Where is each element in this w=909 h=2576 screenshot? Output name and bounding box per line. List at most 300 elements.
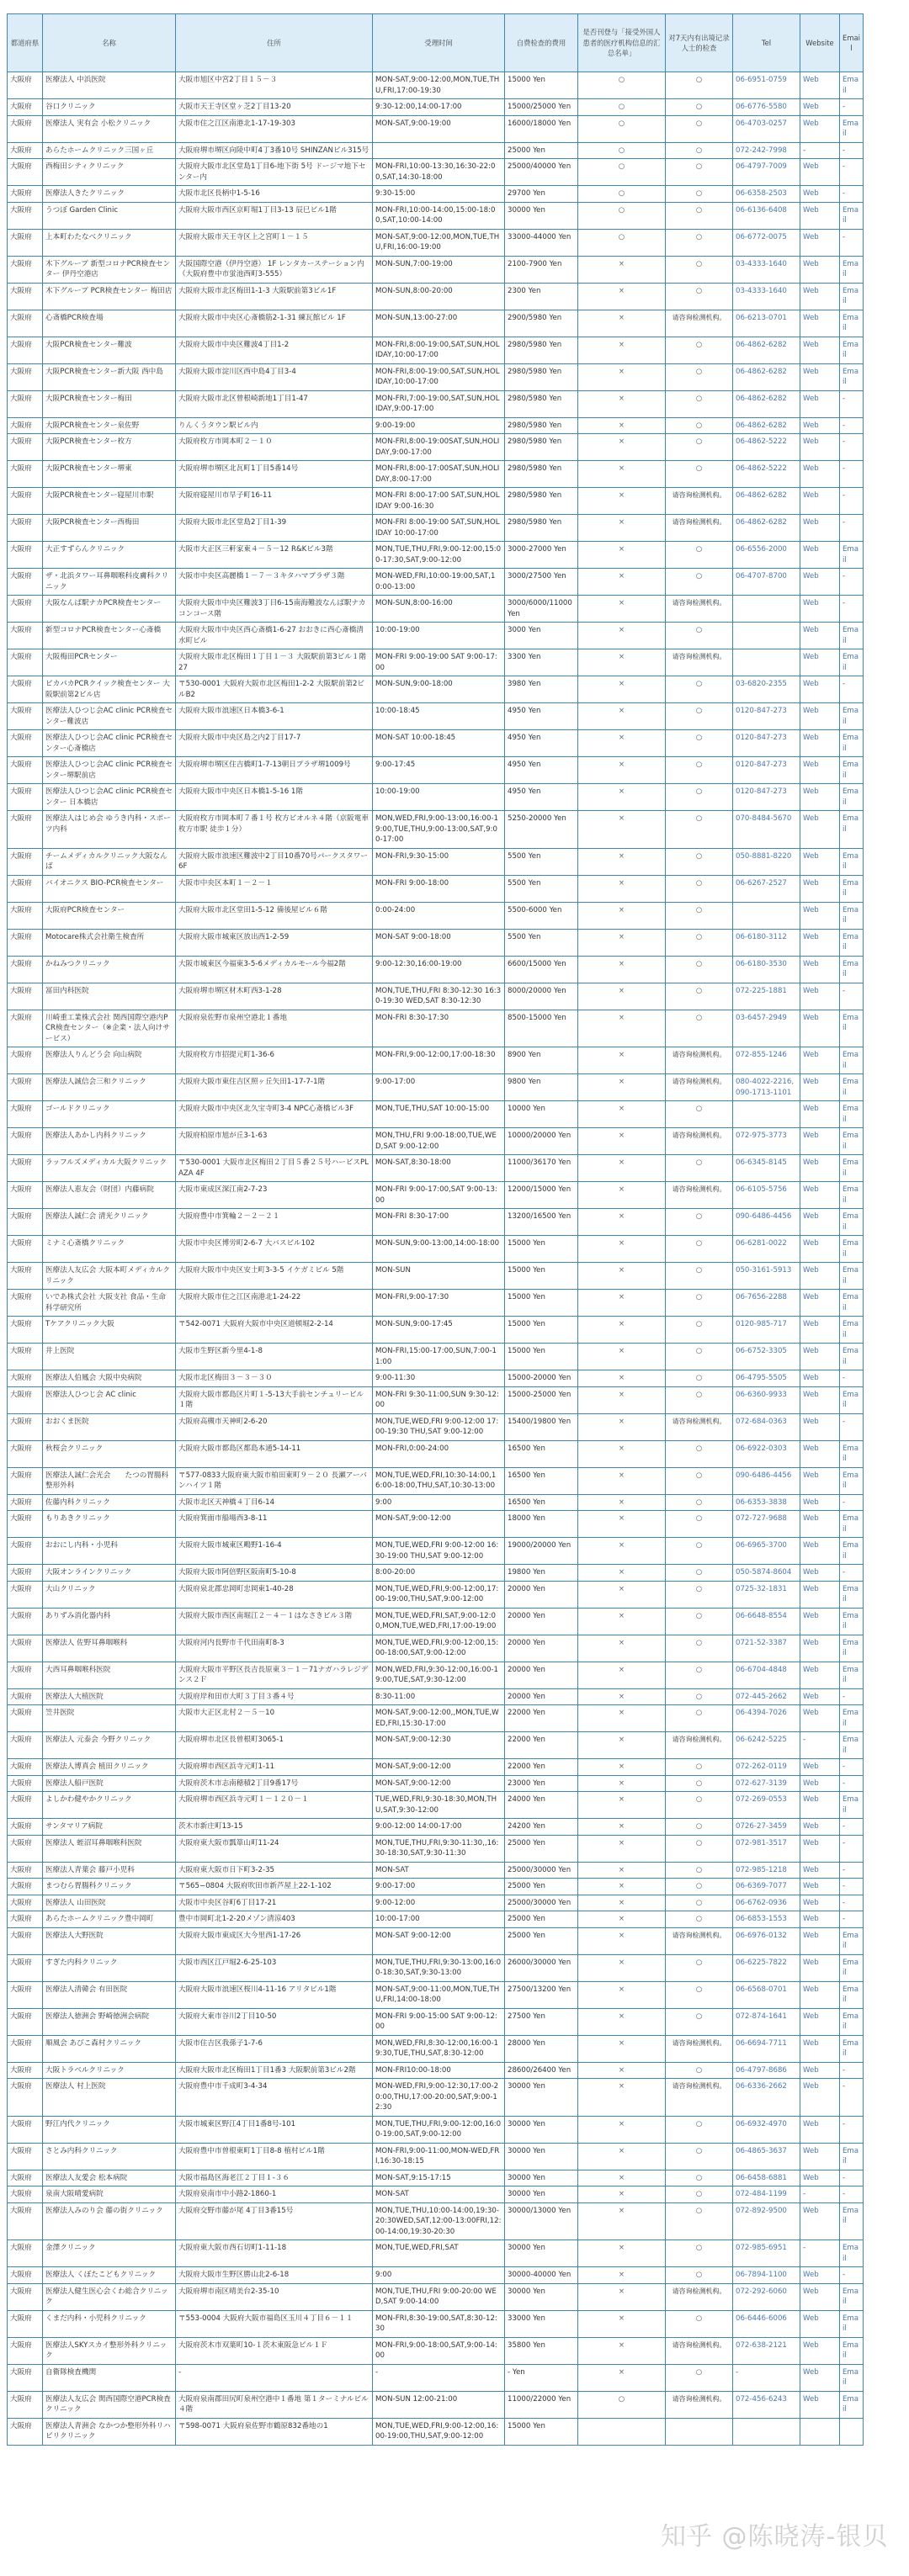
email-link[interactable]: Email	[840, 1608, 864, 1635]
website-link[interactable]: Web	[800, 1688, 840, 1705]
email-link[interactable]: Email	[840, 2337, 864, 2364]
cell-listed: ○	[578, 229, 666, 256]
website-link[interactable]: Web	[800, 1565, 840, 1582]
website-link[interactable]: Web	[800, 2170, 840, 2186]
tel-link[interactable]: 06-4862-6282	[733, 515, 800, 542]
email-link[interactable]: Email	[840, 72, 864, 99]
email-link[interactable]: Email	[840, 283, 864, 310]
tel-link[interactable]: 06-4797-7009	[733, 159, 800, 186]
cell-fee: 15000 Yen	[505, 1236, 578, 1263]
email-link[interactable]: Email	[840, 2391, 864, 2418]
tel-link[interactable]: 090-6486-4456	[733, 1209, 800, 1236]
website-link[interactable]: Web	[800, 1370, 840, 1387]
cell-fee: 20000 Yen	[505, 1688, 578, 1705]
email-link[interactable]: Email	[840, 1440, 864, 1467]
tel-link[interactable]: 0120-847-273	[733, 784, 800, 811]
tel-link[interactable]: 06-4795-5505	[733, 1370, 800, 1387]
cell-name: 井上医院	[43, 1344, 176, 1370]
website-link[interactable]: Web	[800, 784, 840, 811]
cell-listed: ×	[578, 1581, 666, 1608]
tel-link[interactable]: 072-985-1218	[733, 1862, 800, 1879]
cell-prefecture: 大阪府	[8, 2202, 43, 2240]
tel-link[interactable]: 072-269-0553	[733, 1792, 800, 1819]
website-link[interactable]: Web	[800, 461, 840, 488]
website-link[interactable]: Web	[800, 1494, 840, 1511]
tel-link[interactable]: 06-6556-2000	[733, 542, 800, 569]
tel-link[interactable]: 03-6457-2949	[733, 1010, 800, 1047]
website-link[interactable]: Web	[800, 1317, 840, 1344]
table-row	[8, 1182, 864, 1209]
cell-fee: 25000 Yen	[505, 1911, 578, 1928]
website-link[interactable]: Web	[800, 1386, 840, 1413]
cell-hours: MON-SAT,9:15-17:15	[373, 2170, 505, 2186]
cell-name: 大阪梅田PCRセンター	[43, 649, 176, 676]
cell-listed: ×	[578, 2267, 666, 2284]
table-row	[8, 676, 864, 703]
tel-link[interactable]: 072-445-2662	[733, 1688, 800, 1705]
email-link[interactable]: Email	[840, 1386, 864, 1413]
email-link[interactable]: Email	[840, 337, 864, 363]
email-link[interactable]: Email	[840, 1209, 864, 1236]
website-link[interactable]: Web	[800, 1263, 840, 1290]
email-link[interactable]: Email	[840, 2143, 864, 2170]
website-link[interactable]: Web	[800, 256, 840, 283]
email-link[interactable]: Email	[840, 811, 864, 849]
website-link[interactable]: Web	[800, 434, 840, 461]
website-link[interactable]: Web	[800, 2079, 840, 2117]
tel-link[interactable]: 072-484-1199	[733, 2186, 800, 2203]
website-link[interactable]: Web	[800, 1128, 840, 1155]
table-row	[8, 159, 864, 186]
tel-link[interactable]: 06-6345-8145	[733, 1155, 800, 1182]
cell-address: 大阪府大阪市西区京町堀1丁目3-13 辰巳ビル1階	[176, 202, 373, 229]
tel-link[interactable]: 050-3161-5913	[733, 1263, 800, 1290]
cell-seven-day: ○	[666, 159, 733, 186]
website-link[interactable]: Web	[800, 956, 840, 983]
tel-link[interactable]: 06-4797-8686	[733, 2062, 800, 2079]
tel-link[interactable]: 06-4862-6282	[733, 363, 800, 390]
tel-link[interactable]: 0721-52-3387	[733, 1635, 800, 1662]
email-link[interactable]: Email	[840, 2202, 864, 2240]
cell-hours: 9:30-12:00,14:00-17:00	[373, 99, 505, 116]
email-link[interactable]: Email	[840, 1705, 864, 1732]
website-link[interactable]: Web	[800, 1608, 840, 1635]
cell-hours: MON-SAT,9:00-12:00	[373, 1775, 505, 1792]
cell-hours: TUE,WED,FRI,9:30-18:30,MON,THU,SAT,9:30-12:00	[373, 1792, 505, 1819]
cell-listed: ○	[578, 159, 666, 186]
tel-link[interactable]: 06-4862-6282	[733, 337, 800, 363]
cell-name: 医療法人 蛭沼耳鼻咽喉科医院	[43, 1835, 176, 1862]
website-link[interactable]: Web	[800, 1209, 840, 1236]
tel-link[interactable]: 06-7656-2288	[733, 1290, 800, 1317]
tel-link[interactable]: 06-7894-1100	[733, 2267, 800, 2284]
website-link[interactable]: Web	[800, 1819, 840, 1836]
website-link[interactable]: Web	[800, 983, 840, 1010]
website-link[interactable]: Web	[800, 229, 840, 256]
website-link[interactable]: Web	[800, 623, 840, 649]
cell-seven-day: ○	[666, 902, 733, 929]
email-link[interactable]: Email	[840, 1290, 864, 1317]
website-link[interactable]: Web	[800, 417, 840, 434]
website-link[interactable]: Web	[800, 363, 840, 390]
website-link[interactable]: Web	[800, 649, 840, 676]
tel-link[interactable]: 06-4862-5222	[733, 461, 800, 488]
website-link[interactable]: Web	[800, 1879, 840, 1895]
tel-link[interactable]: 06-4862-6282	[733, 390, 800, 417]
website-link[interactable]: Web	[800, 2035, 840, 2062]
email-link[interactable]: Email	[840, 1792, 864, 1819]
website-link[interactable]: Web	[800, 757, 840, 784]
website-link[interactable]: Web	[800, 72, 840, 99]
tel-link[interactable]: 072-262-0119	[733, 1759, 800, 1776]
website-link[interactable]: Web	[800, 1705, 840, 1732]
tel-link[interactable]: 072-292-6060	[733, 2283, 800, 2310]
email-link[interactable]: Email	[840, 703, 864, 730]
cell-seven-day: ○	[666, 2240, 733, 2267]
cell-name: 医療法人 山田医院	[43, 1895, 176, 1911]
cell-prefecture: 大阪府	[8, 757, 43, 784]
table-row	[8, 1862, 864, 1879]
website-link[interactable]: Web	[800, 703, 840, 730]
tel-link[interactable]: 0120-985-717	[733, 1317, 800, 1344]
website-link[interactable]: Web	[800, 186, 840, 203]
email-link[interactable]: Email	[840, 1635, 864, 1662]
website-link[interactable]: Web	[800, 1236, 840, 1263]
tel-link[interactable]: 0725-32-1831	[733, 1581, 800, 1608]
email-link[interactable]: Email	[840, 202, 864, 229]
email-link[interactable]: Email	[840, 956, 864, 983]
tel-link[interactable]: 06-6772-0075	[733, 229, 800, 256]
website-link[interactable]: Web	[800, 159, 840, 186]
website-link[interactable]: Web	[800, 1101, 840, 1128]
cell-address: 大阪府泉南市中小路2-1860-1	[176, 2186, 373, 2203]
website-link[interactable]: Web	[800, 2202, 840, 2240]
cell-address: 大阪国際空港（伊丹空港） 1F レンタカーステーション内（大阪府豊中市蛍池西町3-555）	[176, 256, 373, 283]
website-link[interactable]: Web	[800, 99, 840, 116]
tel-link[interactable]: 06-6976-0132	[733, 1927, 800, 1954]
tel-link[interactable]: 072-684-0363	[733, 1413, 800, 1440]
website-link[interactable]: Web	[800, 676, 840, 703]
tel-link[interactable]: 072-242-7998	[733, 142, 800, 159]
tel-link[interactable]: 072-456-6243	[733, 2391, 800, 2418]
website-link[interactable]: Web	[800, 596, 840, 623]
tel-link[interactable]: 06-4707-8700	[733, 569, 800, 596]
website-link[interactable]: Web	[800, 1759, 840, 1776]
cell-hours: MON,TUE,THU,SAT 10:00-15:00	[373, 1101, 505, 1128]
website-link[interactable]: Web	[800, 1344, 840, 1370]
table-row	[8, 1927, 864, 1954]
tel-link[interactable]: 06-6752-3305	[733, 1344, 800, 1370]
tel-link[interactable]: 050-8881-8220	[733, 848, 800, 875]
tel-link[interactable]: 06-6242-5225	[733, 1732, 800, 1759]
website-link[interactable]: Web	[800, 1662, 840, 1688]
cell-prefecture: 大阪府	[8, 1635, 43, 1662]
website-link[interactable]: Web	[800, 1413, 840, 1440]
email-link[interactable]: Email	[840, 2310, 864, 2337]
email-link[interactable]: Email	[840, 1538, 864, 1565]
table-row	[8, 1101, 864, 1128]
email-link[interactable]: Email	[840, 1581, 864, 1608]
tel-link[interactable]: 06-6281-0022	[733, 1236, 800, 1263]
email-link[interactable]: Email	[840, 875, 864, 902]
email-link[interactable]: Email	[840, 256, 864, 283]
email-link[interactable]: Email	[840, 2240, 864, 2267]
tel-link[interactable]: 0120-847-273	[733, 703, 800, 730]
email-link[interactable]: Email	[840, 1236, 864, 1263]
website-link[interactable]: Web	[800, 1074, 840, 1101]
cell-name: 大阪PCR検査センター難波	[43, 337, 176, 363]
email-link[interactable]: Email	[840, 1263, 864, 1290]
table-row	[8, 1608, 864, 1635]
website-link[interactable]: Web	[800, 310, 840, 337]
tel-link[interactable]: 06-4862-5222	[733, 434, 800, 461]
website-link[interactable]: Web	[800, 1792, 840, 1819]
website-link[interactable]: Web	[800, 1895, 840, 1911]
cell-address: 大阪府箕面市船場西3-8-11	[176, 1511, 373, 1538]
website-link[interactable]: Web	[800, 929, 840, 956]
email-link[interactable]: Email	[840, 1101, 864, 1128]
cell-seven-day: ○	[666, 1954, 733, 1981]
website-link[interactable]: Web	[800, 1581, 840, 1608]
tel-link[interactable]: 090-6486-4456	[733, 1467, 800, 1494]
tel-link[interactable]: 06-6965-3700	[733, 1538, 800, 1565]
website-link[interactable]: Web	[800, 875, 840, 902]
table-row	[8, 623, 864, 649]
tel-link[interactable]: 06-6762-0936	[733, 1895, 800, 1911]
cell-address: 大阪市福島区海老江２丁目１-３６	[176, 2170, 373, 2186]
website-link[interactable]: Web	[800, 1511, 840, 1538]
cell-prefecture: 大阪府	[8, 730, 43, 757]
tel-link[interactable]: 06-6776-5580	[733, 99, 800, 116]
website-link[interactable]: Web	[800, 2267, 840, 2284]
website-link[interactable]: Web	[800, 2062, 840, 2079]
website-link[interactable]: Web	[800, 1182, 840, 1209]
tel-link[interactable]: 06-6648-8554	[733, 1608, 800, 1635]
tel-link[interactable]: 06-6105-5756	[733, 1182, 800, 1209]
cell-hours: MON-SAT	[373, 1862, 505, 1879]
email-link[interactable]: Email	[840, 1317, 864, 1344]
cell-address: 大阪府大阪市浪速区日本橋3-6-1	[176, 703, 373, 730]
cell-hours: MON-SAT 9:00-12:00	[373, 1927, 505, 1954]
cell-seven-day: ○	[666, 1370, 733, 1387]
tel-link[interactable]: 072-975-3773	[733, 1128, 800, 1155]
website-link[interactable]: Web	[800, 515, 840, 542]
tel-link[interactable]: 0120-847-273	[733, 757, 800, 784]
website-link[interactable]: Web	[800, 202, 840, 229]
email-link[interactable]: Email	[840, 310, 864, 337]
email-link[interactable]: Email	[840, 929, 864, 956]
tel-link[interactable]: 06-6922-0303	[733, 1440, 800, 1467]
tel-link[interactable]: 072-225-1881	[733, 983, 800, 1010]
tel-link[interactable]: 06-6369-7077	[733, 1879, 800, 1895]
tel-link[interactable]: 03-4333-1640	[733, 283, 800, 310]
tel-link[interactable]: 072-985-6951	[733, 2240, 800, 2267]
cell-seven-day: ○	[666, 1494, 733, 1511]
email-link[interactable]: Email	[840, 1662, 864, 1688]
tel-link[interactable]: 0120-847-273	[733, 730, 800, 757]
cell-listed: ×	[578, 1635, 666, 1662]
website-link[interactable]: Web	[800, 1155, 840, 1182]
cell-seven-day: ○	[666, 1835, 733, 1862]
tel-link[interactable]: 06-6853-1553	[733, 1911, 800, 1928]
email-link[interactable]: Email	[840, 1981, 864, 2008]
website-link[interactable]: Web	[800, 848, 840, 875]
tel-link[interactable]: 070-8484-5670	[733, 811, 800, 849]
website-link[interactable]: Web	[800, 2310, 840, 2337]
website-link[interactable]: Web	[800, 1538, 840, 1565]
cell-hours: 10:00-17:00	[373, 1911, 505, 1928]
website-link[interactable]: Web	[800, 283, 840, 310]
tel-link[interactable]: 06-4862-6282	[733, 417, 800, 434]
email-link[interactable]: Email	[840, 1511, 864, 1538]
tel-link[interactable]: 072-627-3139	[733, 1775, 800, 1792]
tel-link[interactable]: 06-6336-2662	[733, 2079, 800, 2117]
tel-link[interactable]: 06-6458-6881	[733, 2170, 800, 2186]
tel-link[interactable]: 06-6704-4848	[733, 1662, 800, 1688]
tel-link[interactable]: 03-6820-2355	[733, 676, 800, 703]
cell-seven-day: ○	[666, 1511, 733, 1538]
website-link[interactable]: Web	[800, 1047, 840, 1074]
tel-link[interactable]: 06-6932-4970	[733, 2116, 800, 2143]
website-link[interactable]: Web	[800, 2364, 840, 2391]
website-link[interactable]: Web	[800, 2337, 840, 2364]
cell-hours: 0:00-24:00	[373, 902, 505, 929]
tel-link[interactable]: 06-6568-0701	[733, 1981, 800, 2008]
tel-link[interactable]: 06-6180-3112	[733, 929, 800, 956]
tel-link[interactable]: 06-4862-6282	[733, 488, 800, 515]
email-link[interactable]: Email	[840, 1010, 864, 1047]
email-link[interactable]: Email	[840, 1074, 864, 1101]
website-link[interactable]: Web	[800, 542, 840, 569]
website-link[interactable]: Web	[800, 1775, 840, 1792]
website-link[interactable]: Web	[800, 811, 840, 849]
header-prefecture: 都道府県	[8, 14, 43, 72]
email-link[interactable]: Email	[840, 757, 864, 784]
tel-link[interactable]: 050-5874-8604	[733, 1565, 800, 1582]
email-link[interactable]: Email	[840, 542, 864, 569]
website-link[interactable]: Web	[800, 902, 840, 929]
tel-link[interactable]: 06-6358-2503	[733, 186, 800, 203]
website-link[interactable]: Web	[800, 390, 840, 417]
tel-link[interactable]: 06-4703-0257	[733, 115, 800, 142]
website-link[interactable]: Web	[800, 730, 840, 757]
email-link[interactable]: Email	[840, 1344, 864, 1370]
website-link[interactable]: Web	[800, 1981, 840, 2008]
email-link[interactable]: Email	[840, 1128, 864, 1155]
website-link[interactable]: Web	[800, 569, 840, 596]
email-link[interactable]: Email	[840, 1467, 864, 1494]
website-link[interactable]: Web	[800, 488, 840, 515]
tel-link[interactable]: 06-6136-6408	[733, 202, 800, 229]
website-link[interactable]: Web	[800, 115, 840, 142]
email-link[interactable]: Email	[840, 2364, 864, 2391]
website-link[interactable]: Web	[800, 2116, 840, 2143]
tel-link[interactable]: 072-855-1246	[733, 1047, 800, 1074]
cell-listed: ×	[578, 1511, 666, 1538]
email-link[interactable]: Email	[840, 848, 864, 875]
website-link[interactable]: Web	[800, 2391, 840, 2418]
email-link[interactable]: Email	[840, 2035, 864, 2062]
cell-seven-day: ○	[666, 875, 733, 902]
website-link[interactable]: Web	[800, 1835, 840, 1862]
website-link[interactable]: Web	[800, 1440, 840, 1467]
website-link: -	[800, 2240, 840, 2267]
tel-link[interactable]: 072-981-3517	[733, 1835, 800, 1862]
cell-address: 〒577-0833大阪府東大阪市柏田東町９－２０ 長瀬アーバンハイツ１階	[176, 1467, 373, 1494]
cell-name: 医療法人清韓会 有田医院	[43, 1981, 176, 2008]
tel-link[interactable]: 072-638-2121	[733, 2337, 800, 2364]
cell-address: 大阪府岸和田市大町３丁目３番４号	[176, 1688, 373, 1705]
website-link[interactable]: Web	[800, 1911, 840, 1928]
tel-link[interactable]: 06-6267-2527	[733, 875, 800, 902]
tel-link[interactable]: 06-6694-7711	[733, 2035, 800, 2062]
email-link[interactable]: Email	[840, 1927, 864, 1954]
website-link[interactable]: Web	[800, 1862, 840, 1879]
tel-link[interactable]: 06-4394-7026	[733, 1705, 800, 1732]
tel-link[interactable]: 06-6360-9933	[733, 1386, 800, 1413]
website-link[interactable]: Web	[800, 2283, 840, 2310]
tel-link[interactable]: 06-6180-3530	[733, 956, 800, 983]
website-link[interactable]: Web	[800, 2143, 840, 2170]
website-link[interactable]: Web	[800, 337, 840, 363]
website-link[interactable]: Web	[800, 1290, 840, 1317]
tel-link[interactable]: 072-892-9500	[733, 2202, 800, 2240]
email-link[interactable]: Email	[840, 2283, 864, 2310]
email-link[interactable]: Email	[840, 1155, 864, 1182]
cell-hours: MON-SAT,9:00-12:00,,MON,TUE,WED,FRI,15:30-17:00	[373, 1705, 505, 1732]
tel-link[interactable]: 06-4865-3637	[733, 2143, 800, 2170]
cell-address: 大阪府大阪市浪速区桜川4-11-16 アリタビル1階	[176, 1981, 373, 2008]
website-link[interactable]: Web	[800, 2008, 840, 2035]
tel-link[interactable]: 072-874-1641	[733, 2008, 800, 2035]
website-link[interactable]: Web	[800, 1927, 840, 1954]
website-link[interactable]: Web	[800, 1954, 840, 1981]
tel-link[interactable]: 03-4333-1640	[733, 256, 800, 283]
tel-link[interactable]: 0726-27-3459	[733, 1819, 800, 1836]
tel-link[interactable]: 072-727-9688	[733, 1511, 800, 1538]
email-link[interactable]: Email	[840, 784, 864, 811]
email-link[interactable]: Email	[840, 623, 864, 649]
cell-prefecture: 大阪府	[8, 461, 43, 488]
email-link[interactable]: Email	[840, 115, 864, 142]
cell-name: 新型コロナPCR検査センター心斎橋	[43, 623, 176, 649]
tel-link[interactable]: 06-6353-3838	[733, 1494, 800, 1511]
website-link[interactable]: Web	[800, 1010, 840, 1047]
email-link[interactable]: Email	[840, 2008, 864, 2035]
cell-listed: ○	[578, 202, 666, 229]
cell-fee: 2300 Yen	[505, 283, 578, 310]
email-link[interactable]: Email	[840, 730, 864, 757]
cell-address: 大阪府大阪市生野区勝山北2-6-18	[176, 2267, 373, 2284]
cell-seven-day: ○	[666, 1236, 733, 1263]
email-link[interactable]: Email	[840, 1047, 864, 1074]
tel-link[interactable]: 06-6213-0701	[733, 310, 800, 337]
website-link[interactable]: Web	[800, 1467, 840, 1494]
website-link[interactable]: Web	[800, 1635, 840, 1662]
email-link[interactable]: Email	[840, 363, 864, 390]
email-link[interactable]: Email	[840, 902, 864, 929]
email-link[interactable]: Email	[840, 649, 864, 676]
tel-link	[733, 1101, 800, 1128]
email-link[interactable]: Email	[840, 1732, 864, 1759]
tel-link[interactable]: 06-6225-7822	[733, 1954, 800, 1981]
tel-link[interactable]: 06-6446-6006	[733, 2310, 800, 2337]
cell-fee: 3000/27500 Yen	[505, 569, 578, 596]
email-link[interactable]: Email	[840, 1182, 864, 1209]
tel-link[interactable]: 06-6951-0759	[733, 72, 800, 99]
tel-link[interactable]: 080-4022-2216,090-1713-1101	[733, 1074, 800, 1101]
email-link[interactable]: Email	[840, 1954, 864, 1981]
